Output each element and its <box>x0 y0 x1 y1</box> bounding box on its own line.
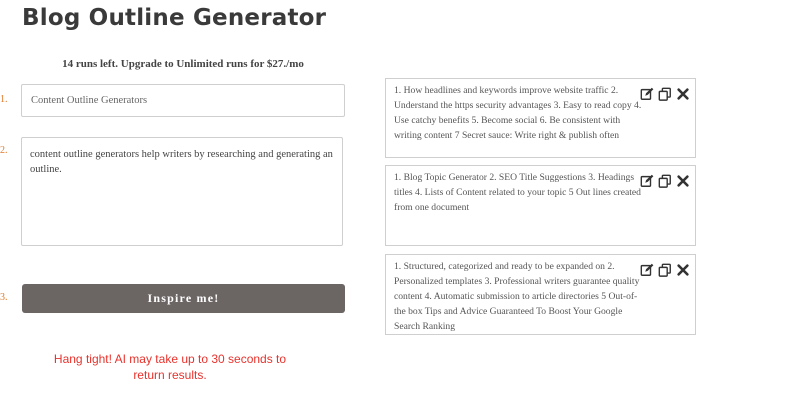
description-textarea[interactable] <box>21 137 343 246</box>
copy-icon[interactable] <box>657 87 672 101</box>
result-text-3: 1. Structured, categorized and ready to be expanded on 2. Personalized templates 3. Professional writers guarantee quality content 4. Automatic submission to article directories 5 Out-of-the box Tips and Advice Guaranteed To Boost Your Google Search Ranking <box>394 261 640 332</box>
copy-icon[interactable] <box>657 263 672 277</box>
result-actions-1 <box>639 87 690 101</box>
copy-icon[interactable] <box>657 174 672 188</box>
step-number-2: 2. <box>0 145 8 156</box>
result-actions-3 <box>639 263 690 277</box>
close-icon[interactable] <box>675 87 690 101</box>
result-text-2: 1. Blog Topic Generator 2. SEO Title Suggestions 3. Headings titles 4. Lists of Content related to your topic 5 Out lines created from one document <box>394 172 641 213</box>
step-number-3: 3. <box>0 292 8 303</box>
edit-icon[interactable] <box>639 87 654 101</box>
result-actions-2 <box>639 174 690 188</box>
close-icon[interactable] <box>675 174 690 188</box>
step-number-1: 1. <box>0 94 8 105</box>
page-title: Blog Outline Generator <box>22 5 327 31</box>
close-icon[interactable] <box>675 263 690 277</box>
inspire-me-button[interactable]: Inspire me! <box>22 284 345 313</box>
result-card-2 <box>385 165 696 246</box>
result-text-1: 1. How headlines and keywords improve website traffic 2. Understand the https security advantages 3. Easy to read copy 4. Use catchy benefits 5. Become social 6. Be consistent with writing content 7 Secret sauce: Write right & publish often <box>394 85 642 141</box>
wait-message: Hang tight! AI may take up to 30 seconds to return results. <box>53 352 287 382</box>
runs-left-notice: 14 runs left. Upgrade to Unlimited runs for $27./mo <box>62 58 304 70</box>
result-card-1 <box>385 78 696 158</box>
edit-icon[interactable] <box>639 174 654 188</box>
edit-icon[interactable] <box>639 263 654 277</box>
result-card-3 <box>385 254 696 335</box>
topic-input[interactable] <box>21 84 345 117</box>
